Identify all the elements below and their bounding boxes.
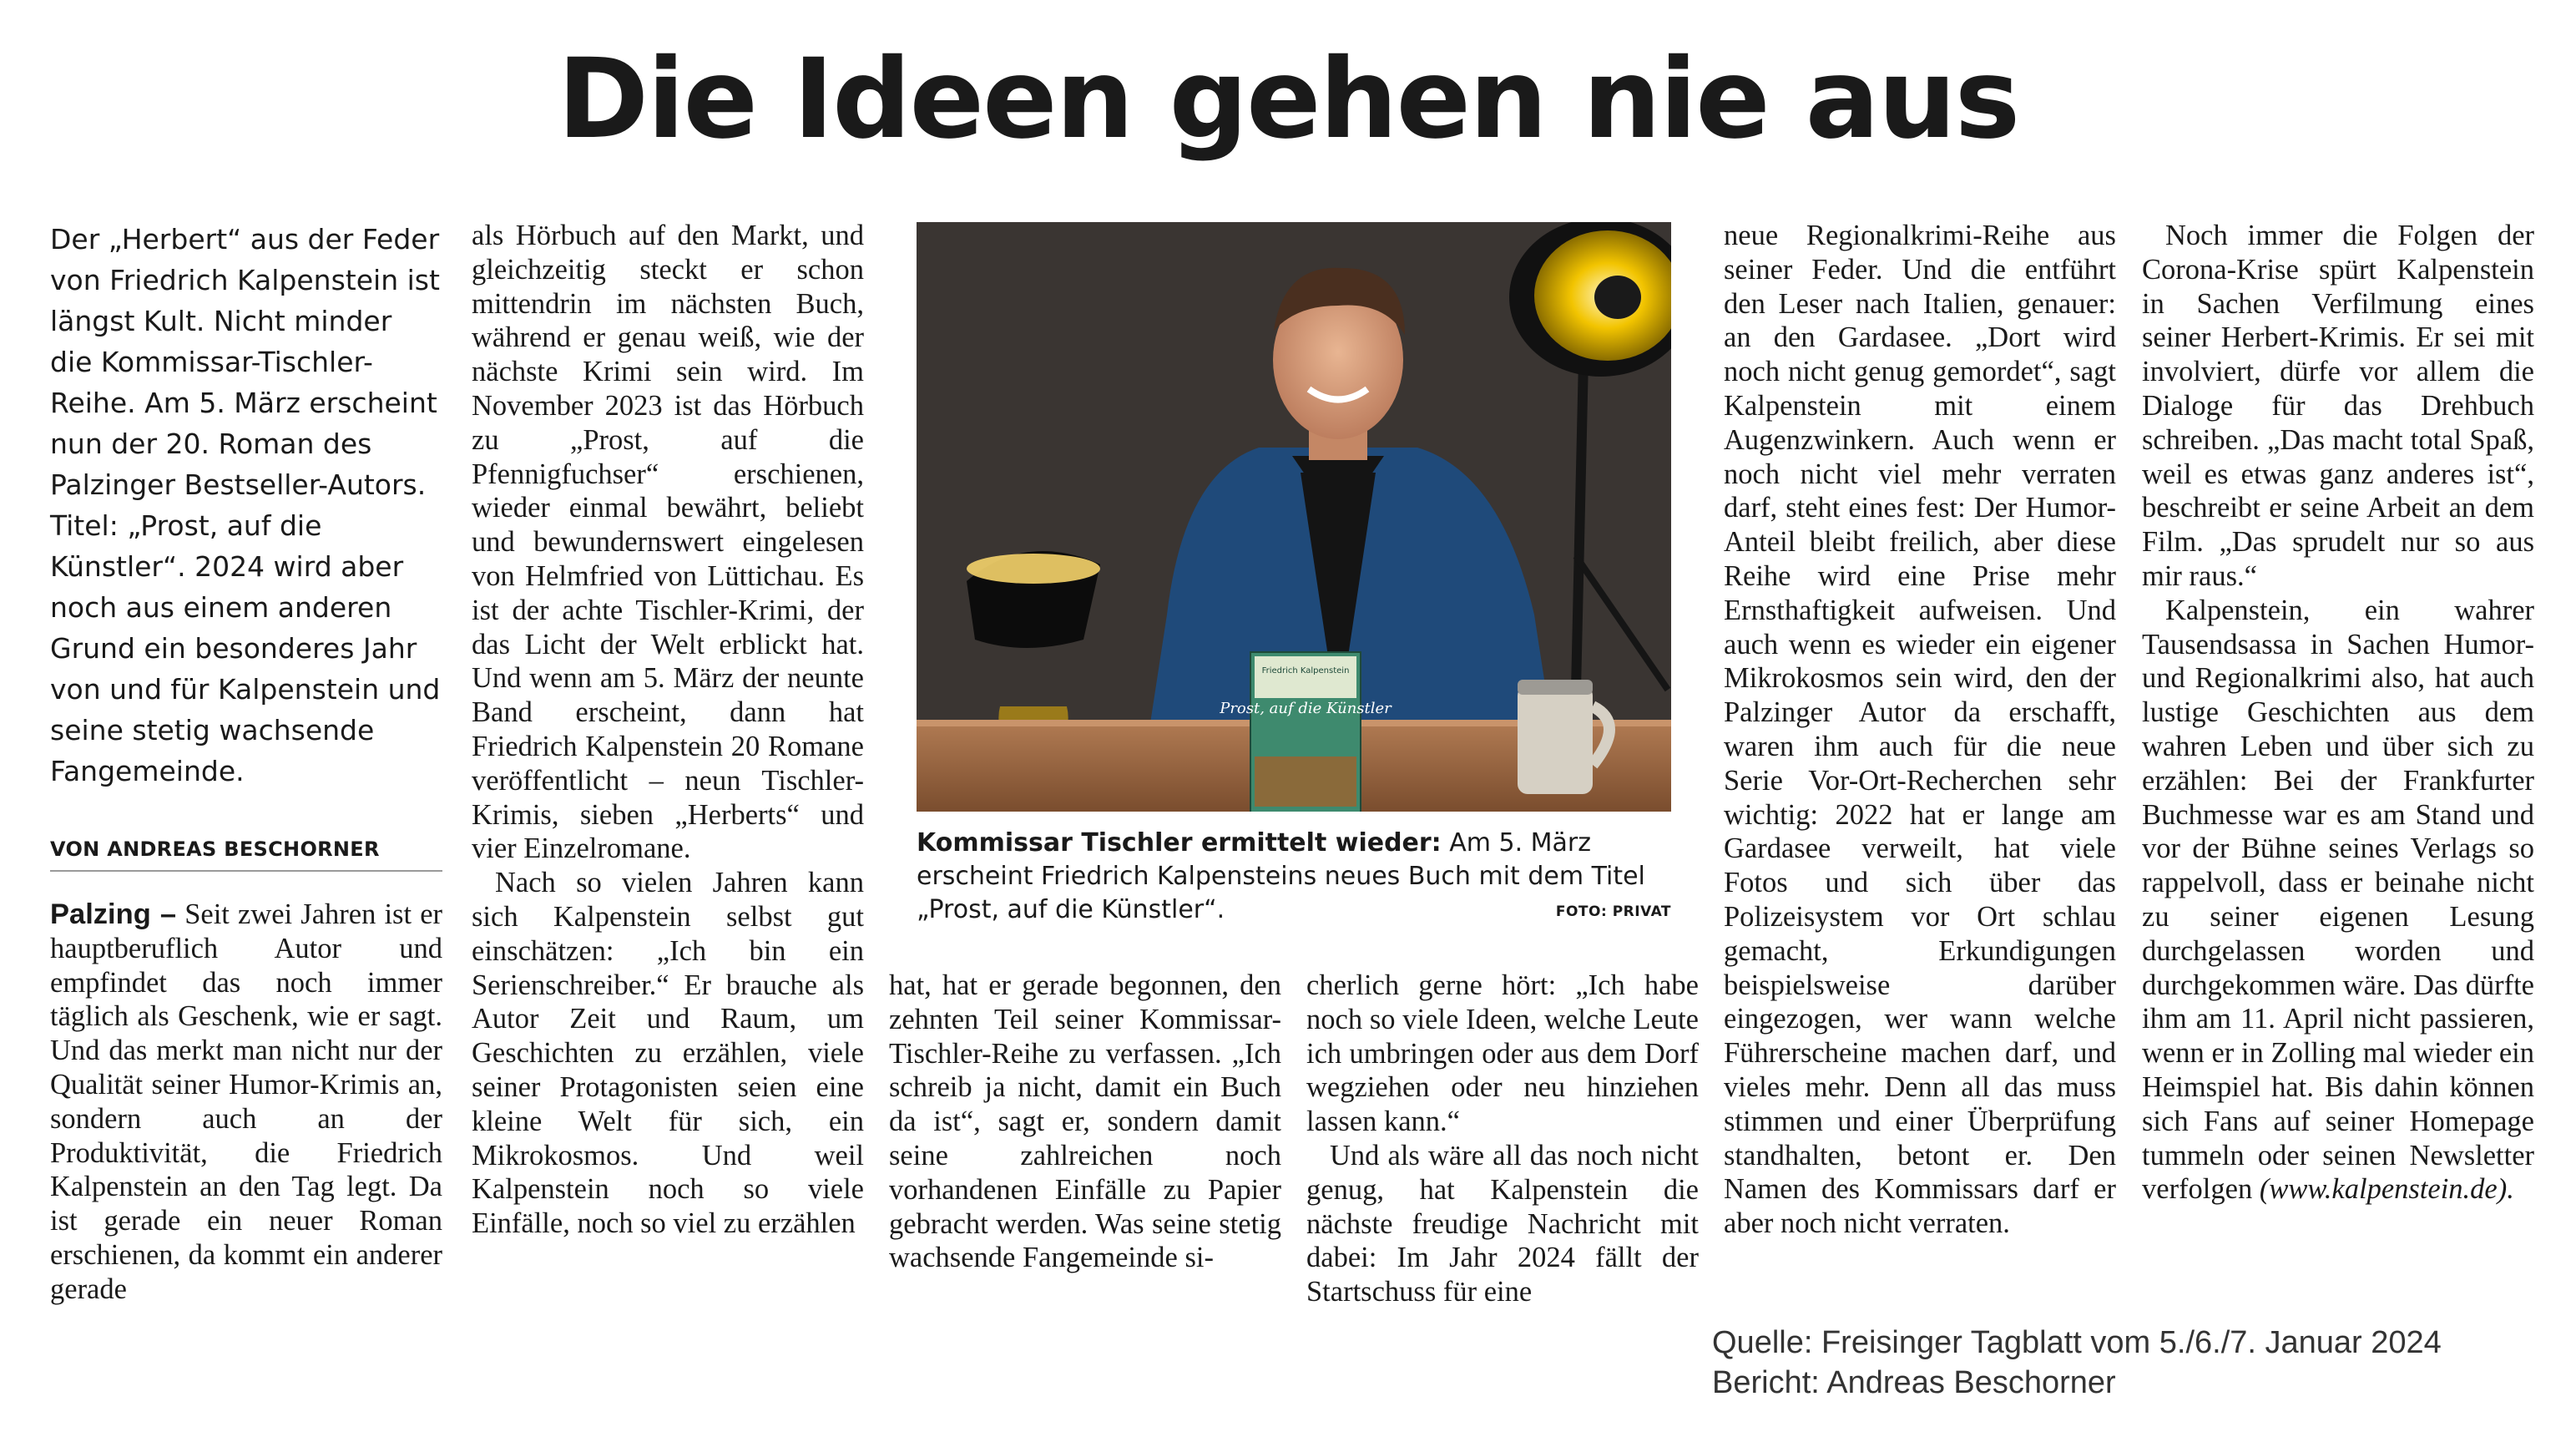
book-title: Prost, auf die Künstler <box>1220 700 1392 717</box>
column-2-paragraph-2: Nach so vielen Jahren kann sich Kalpenstein selbst gut einschätzen: „Ich bin ein Serienschreiber.“ Er brauche als Autor Zeit und Raum, um Geschichten zu erzählen, viele seiner Protagonisten seien eine kleine Welt für sich, ein Mikrokosmos. Und weil Kalpenstein noch so viele Einfälle, noch so viel zu erzählen <box>472 867 864 1240</box>
book-author: Friedrich Kalpenstein <box>1261 666 1350 676</box>
source-line: Quelle: Freisinger Tagblatt vom 5./6./7. Januar 2024 <box>1712 1325 2442 1360</box>
column-6-paragraph-1: Noch immer die Folgen der Corona-Krise spürt Kalpenstein in Sachen Verfilmung eines seiner Herbert-Krimis. Er sei mit involviert, dürfe vor allem die Dialoge für das Drehbuch schreiben. „Das macht total Spaß, weil es etwas ganz anderes ist“, beschreibt er seine Arbeit an dem Film. „Das sprudelt nur so aus mir raus.“ <box>2142 220 2534 592</box>
caption-text: Am 5. März erscheint Friedrich Kalpensteins neues Buch mit dem Titel „Prost, auf die Künstler“. <box>917 828 1645 924</box>
column-4 <box>1306 969 1699 1309</box>
homepage-link[interactable]: (www.kalpenstein.de). <box>2259 1173 2514 1206</box>
author-photo <box>917 222 1671 812</box>
teaser: Der „Herbert“ aus der Feder von Friedrich Kalpenstein ist längst Kult. Nicht minder die Kommissar-Tischler-Reihe. Am 5. März erscheint nun der 20. Roman des Palzinger Bestseller-Autors. Titel: „Prost, auf die Künstler“. 2024 wird aber noch aus einem anderen Grund ein besonderes Jahr von und für Kalpenstein und seine stetig wachsende Fangemeinde. <box>50 223 441 787</box>
photo-caption <box>917 827 1671 927</box>
column-6 <box>2142 219 2534 1207</box>
report-author-line: Bericht: Andreas Beschorner <box>1712 1365 2116 1400</box>
column-1 <box>50 898 442 1307</box>
column-2-paragraph-1: als Hörbuch auf den Markt, und gleichzeitig steckt er schon mittendrin im nächsten Buch, während er genau weiß, wie der nächste Krimi sein wird. Im November 2023 ist das Hörbuch zu „Prost, auf die Pfennigfuchser“ erschienen, wieder einmal bewährt, beliebt und bewundernswert eingelesen von Helmfried von Lüttichau. Es ist der achte Tischler-Krimi, der das Licht der Welt erblickt hat. Und wenn am 5. März der neunte Band erscheint, dann hat Friedrich Kalpenstein 20 Romane veröffentlicht – neun Tischler-Krimis, sieben „Herberts“ und vier Einzelromane. <box>472 220 864 865</box>
column-1-text: Seit zwei Jahren ist er hauptberuflich Autor und empfindet das noch immer täglich als Geschenk, wie er sagt. Und das merkt man nicht nur der Qualität seiner Humor-Krimis an, sondern auch an der Produktivität, die Friedrich Kalpenstein an den Tag legt. Da ist gerade ein neuer Roman erschienen, da kommt ein anderer gerade <box>50 898 442 1305</box>
column-4-paragraph-2: Und als wäre all das noch nicht genug, hat Kalpenstein die nächste freudige Nachricht mit dabei: Im Jahr 2024 fällt der Startschuss für eine <box>1306 1139 1699 1308</box>
dateline: Palzing – <box>50 898 177 930</box>
source-note <box>1712 1323 2530 1403</box>
caption-bold: Kommissar Tischler ermittelt wieder: <box>917 828 1442 858</box>
column-5-text: neue Regionalkrimi-Reihe aus seiner Feder. Und die entführt den Leser nach Italien, genauer: an den Gardasee. „Dort wird noch nicht genug gemordet“, sagt Kalpenstein mit einem Augenzwinkern. Auch wenn er noch nicht viel mehr verraten darf, steht eines fest: Der Humor-Anteil bleibt freilich, aber diese Reihe wird eine Prise mehr Ernsthaftigkeit aufweisen. Und auch wenn es wieder ein eigener Mikrokosmos sein wird, den der Palzinger Autor da erschafft, waren ihm auch für die neue Serie Vor-Ort-Recherchen sehr wichtig: 2022 hat er lange am Gardasee verweilt, hat viele Fotos und sich über das Polizeisystem vor Ort schlau gemacht, Erkundigungen beispielsweise darüber eingezogen, wer wann welche Führerscheine machen darf, und vieles mehr. Denn all das muss stimmen und einer Überprüfung standhalten, betont er. Den Namen des Kommissars darf er aber noch nicht verraten. <box>1724 220 2116 1240</box>
column-5 <box>1724 219 2116 1241</box>
column-3-text: hat, hat er gerade begonnen, den zehnten Teil seiner Kommissar-Tischler-Reihe zu verfassen. „Ich schreib ja nicht, damit ein Buch da ist“, sagt er, sondern damit seine zahlreichen noch vorhandenen Einfälle zu Papier gebracht werden. Was seine stetig wachsende Fangemeinde si- <box>889 969 1281 1274</box>
column-3 <box>889 969 1281 1275</box>
byline: VON ANDREAS BESCHORNER <box>50 837 442 872</box>
column-2 <box>472 219 864 1241</box>
column-4-paragraph-1: cherlich gerne hört: „Ich habe noch so viele Ideen, welche Leute ich umbringen oder aus dem Dorf wegziehen oder neu hinziehen lassen kann.“ <box>1306 969 1699 1138</box>
headline: Die Ideen gehen nie aus <box>557 35 2019 164</box>
author-photo-illustration <box>917 222 1671 812</box>
column-6-paragraph-2: Kalpenstein, ein wahrer Tausendsassa in Sachen Humor- und Regionalkrimi also, hat auch lustige Geschichten aus dem wahren Leben und über sich zu erzählen: Bei der Frankfurter Buchmesse war es am Stand und vor der Bühne seines Verlags so rappelvoll, dass er beinahe nicht zu seiner eigenen Lesung durchgelassen worden und durchgekommen wäre. Das dürfte ihm am 11. April nicht passieren, wenn er in Zolling mal wieder ein Heimspiel hat. Bis dahin können sich Fans auf seiner Homepage tummeln oder seinen Newsletter verfolgen <box>2142 594 2534 1206</box>
photo-credit: FOTO: PRIVAT <box>1555 903 1671 920</box>
